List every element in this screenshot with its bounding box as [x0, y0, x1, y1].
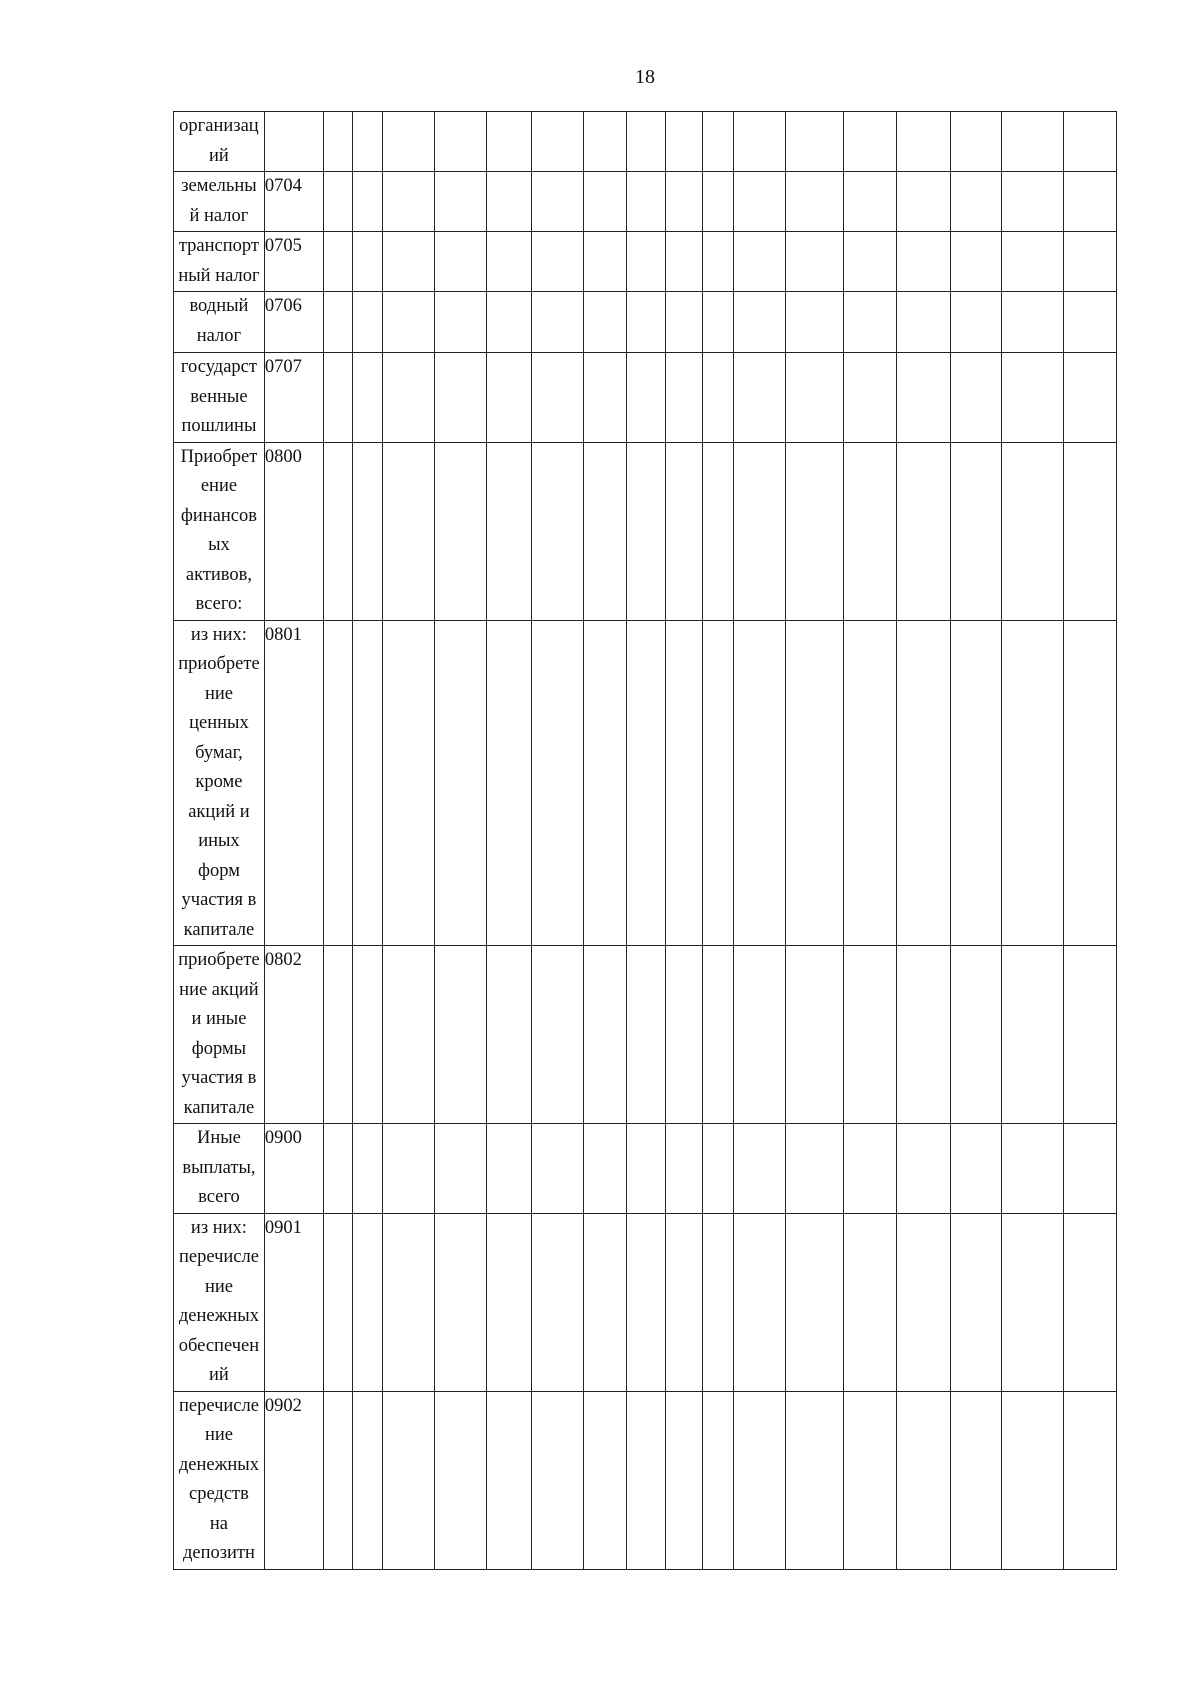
row-label-cell — [174, 1391, 265, 1569]
empty-value-cell — [532, 1391, 584, 1569]
table-row — [174, 442, 1117, 620]
empty-value-cell — [665, 353, 702, 443]
empty-value-cell — [665, 1391, 702, 1569]
empty-value-cell — [950, 442, 1002, 620]
table-row — [174, 353, 1117, 443]
empty-value-cell — [844, 172, 897, 232]
empty-value-cell — [323, 1124, 352, 1214]
empty-value-cell — [950, 353, 1002, 443]
empty-value-cell — [583, 1213, 626, 1391]
empty-value-cell — [733, 112, 786, 172]
row-label-cell — [174, 172, 265, 232]
table-row — [174, 946, 1117, 1124]
empty-value-cell — [486, 1213, 531, 1391]
empty-value-cell — [486, 1124, 531, 1214]
empty-value-cell — [786, 232, 844, 292]
empty-value-cell — [352, 292, 382, 353]
empty-value-cell — [1064, 353, 1117, 443]
empty-value-cell — [352, 620, 382, 946]
empty-value-cell — [786, 946, 844, 1124]
empty-value-cell — [627, 1124, 665, 1214]
empty-value-cell — [435, 1213, 487, 1391]
page-number: 18 — [635, 66, 655, 88]
empty-value-cell — [1064, 1124, 1117, 1214]
empty-value-cell — [1002, 946, 1064, 1124]
empty-value-cell — [1002, 232, 1064, 292]
empty-value-cell — [352, 1391, 382, 1569]
empty-value-cell — [627, 1213, 665, 1391]
empty-value-cell — [950, 1391, 1002, 1569]
empty-value-cell — [896, 1124, 950, 1214]
row-code: 0801 — [264, 620, 323, 946]
row-code: 0706 — [264, 292, 323, 353]
empty-value-cell — [844, 1124, 897, 1214]
empty-value-cell — [702, 172, 733, 232]
empty-value-cell — [532, 232, 584, 292]
empty-value-cell — [323, 232, 352, 292]
empty-value-cell — [435, 1124, 487, 1214]
empty-value-cell — [896, 353, 950, 443]
row-code: 0902 — [264, 1391, 323, 1569]
empty-value-cell — [532, 442, 584, 620]
empty-value-cell — [844, 1391, 897, 1569]
empty-value-cell — [486, 232, 531, 292]
empty-value-cell — [486, 620, 531, 946]
row-code: 0802 — [264, 946, 323, 1124]
empty-value-cell — [950, 620, 1002, 946]
empty-value-cell — [382, 946, 435, 1124]
empty-value-cell — [702, 232, 733, 292]
empty-value-cell — [627, 620, 665, 946]
empty-value-cell — [435, 946, 487, 1124]
empty-value-cell — [486, 442, 531, 620]
empty-value-cell — [1002, 112, 1064, 172]
empty-value-cell — [896, 620, 950, 946]
empty-value-cell — [950, 1213, 1002, 1391]
empty-value-cell — [627, 292, 665, 353]
empty-value-cell — [844, 946, 897, 1124]
empty-value-cell — [702, 1213, 733, 1391]
empty-value-cell — [486, 1391, 531, 1569]
empty-value-cell — [382, 172, 435, 232]
empty-value-cell — [896, 112, 950, 172]
table-row — [174, 1391, 1117, 1569]
empty-value-cell — [1002, 620, 1064, 946]
empty-value-cell — [486, 353, 531, 443]
empty-value-cell — [786, 172, 844, 232]
empty-value-cell — [382, 353, 435, 443]
empty-value-cell — [844, 353, 897, 443]
empty-value-cell — [950, 946, 1002, 1124]
row-label: Иные выплаты, всего — [182, 1128, 256, 1207]
empty-value-cell — [896, 232, 950, 292]
empty-value-cell — [665, 1213, 702, 1391]
empty-value-cell — [1002, 442, 1064, 620]
row-label-cell — [174, 946, 265, 1124]
empty-value-cell — [486, 172, 531, 232]
empty-value-cell — [786, 112, 844, 172]
empty-value-cell — [844, 442, 897, 620]
empty-value-cell — [352, 1124, 382, 1214]
empty-value-cell — [786, 1124, 844, 1214]
empty-value-cell — [702, 1124, 733, 1214]
empty-value-cell — [583, 946, 626, 1124]
empty-value-cell — [486, 292, 531, 353]
empty-value-cell — [1002, 1124, 1064, 1214]
empty-value-cell — [1064, 232, 1117, 292]
row-label: водный налог — [189, 296, 249, 346]
empty-value-cell — [950, 292, 1002, 353]
row-code: 0704 — [264, 172, 323, 232]
empty-value-cell — [844, 620, 897, 946]
empty-value-cell — [352, 1213, 382, 1391]
empty-value-cell — [583, 172, 626, 232]
empty-value-cell — [1002, 1213, 1064, 1391]
empty-value-cell — [382, 112, 435, 172]
empty-value-cell — [896, 1391, 950, 1569]
empty-value-cell — [665, 442, 702, 620]
table-row — [174, 1124, 1117, 1214]
empty-value-cell — [896, 292, 950, 353]
empty-value-cell — [435, 232, 487, 292]
row-label-cell — [174, 1213, 265, 1391]
row-code: 0800 — [264, 442, 323, 620]
empty-value-cell — [1064, 946, 1117, 1124]
empty-value-cell — [665, 172, 702, 232]
empty-value-cell — [1064, 1213, 1117, 1391]
empty-value-cell — [583, 292, 626, 353]
empty-value-cell — [323, 172, 352, 232]
empty-value-cell — [1064, 620, 1117, 946]
empty-value-cell — [323, 1391, 352, 1569]
row-label: из них: перечисле ние денежных обеспечен ий — [178, 1217, 260, 1385]
empty-value-cell — [702, 292, 733, 353]
row-label-cell — [174, 1124, 265, 1214]
empty-value-cell — [665, 232, 702, 292]
empty-value-cell — [323, 292, 352, 353]
row-label-cell — [174, 442, 265, 620]
empty-value-cell — [665, 292, 702, 353]
empty-value-cell — [627, 1391, 665, 1569]
empty-value-cell — [382, 1391, 435, 1569]
row-label-cell — [174, 112, 265, 172]
empty-value-cell — [733, 353, 786, 443]
empty-value-cell — [844, 1213, 897, 1391]
table-row — [174, 172, 1117, 232]
empty-value-cell — [435, 292, 487, 353]
empty-value-cell — [627, 232, 665, 292]
empty-value-cell — [786, 442, 844, 620]
empty-value-cell — [532, 946, 584, 1124]
empty-value-cell — [583, 112, 626, 172]
empty-value-cell — [532, 620, 584, 946]
empty-value-cell — [352, 232, 382, 292]
empty-value-cell — [435, 1391, 487, 1569]
empty-value-cell — [486, 112, 531, 172]
empty-value-cell — [1064, 172, 1117, 232]
empty-value-cell — [665, 620, 702, 946]
table-row — [174, 1213, 1117, 1391]
table-row — [174, 112, 1117, 172]
empty-value-cell — [352, 442, 382, 620]
empty-value-cell — [896, 946, 950, 1124]
empty-value-cell — [786, 353, 844, 443]
empty-value-cell — [532, 1213, 584, 1391]
empty-value-cell — [435, 353, 487, 443]
empty-value-cell — [352, 172, 382, 232]
empty-value-cell — [665, 1124, 702, 1214]
empty-value-cell — [896, 1213, 950, 1391]
empty-value-cell — [844, 292, 897, 353]
empty-value-cell — [627, 946, 665, 1124]
empty-value-cell — [627, 353, 665, 443]
empty-value-cell — [733, 1213, 786, 1391]
row-code: 0707 — [264, 353, 323, 443]
empty-value-cell — [583, 232, 626, 292]
empty-value-cell — [733, 292, 786, 353]
empty-value-cell — [844, 112, 897, 172]
row-label: земельны й налог — [181, 176, 257, 226]
empty-value-cell — [532, 112, 584, 172]
empty-value-cell — [1002, 353, 1064, 443]
row-label: организац ий — [179, 116, 259, 166]
empty-value-cell — [323, 620, 352, 946]
row-label: Приобрет ение финансов ых активов, всего: — [180, 446, 258, 614]
empty-value-cell — [583, 620, 626, 946]
empty-value-cell — [1002, 1391, 1064, 1569]
empty-value-cell — [323, 946, 352, 1124]
empty-value-cell — [1064, 112, 1117, 172]
empty-value-cell — [1064, 292, 1117, 353]
empty-value-cell — [583, 353, 626, 443]
empty-value-cell — [702, 620, 733, 946]
empty-value-cell — [702, 946, 733, 1124]
empty-value-cell — [1002, 292, 1064, 353]
row-label: приобрете ние акций и иные формы участия в капитале — [178, 950, 260, 1118]
table-row — [174, 292, 1117, 353]
empty-value-cell — [733, 442, 786, 620]
row-code: 0705 — [264, 232, 323, 292]
empty-value-cell — [733, 1124, 786, 1214]
empty-value-cell — [733, 946, 786, 1124]
empty-value-cell — [786, 292, 844, 353]
empty-value-cell — [323, 1213, 352, 1391]
empty-value-cell — [435, 620, 487, 946]
empty-value-cell — [786, 1213, 844, 1391]
empty-value-cell — [733, 620, 786, 946]
empty-value-cell — [702, 1391, 733, 1569]
empty-value-cell — [382, 1124, 435, 1214]
row-label: из них: приобрете ние ценных бумаг, кроме акций и иных форм участия в капитале — [178, 624, 260, 940]
table-row — [174, 620, 1117, 946]
empty-value-cell — [950, 232, 1002, 292]
row-label-cell — [174, 232, 265, 292]
row-label-cell — [174, 292, 265, 353]
empty-value-cell — [583, 1124, 626, 1214]
empty-value-cell — [352, 112, 382, 172]
empty-value-cell — [382, 232, 435, 292]
row-label: транспорт ный налог — [178, 236, 260, 286]
empty-value-cell — [665, 112, 702, 172]
empty-value-cell — [702, 353, 733, 443]
empty-value-cell — [844, 232, 897, 292]
empty-value-cell — [627, 442, 665, 620]
empty-value-cell — [950, 112, 1002, 172]
empty-value-cell — [323, 112, 352, 172]
row-label: государст венные пошлины — [180, 357, 257, 436]
empty-value-cell — [896, 172, 950, 232]
empty-value-cell — [323, 353, 352, 443]
empty-value-cell — [786, 1391, 844, 1569]
empty-value-cell — [896, 442, 950, 620]
empty-value-cell — [702, 112, 733, 172]
empty-value-cell — [532, 1124, 584, 1214]
empty-value-cell — [627, 172, 665, 232]
empty-value-cell — [486, 946, 531, 1124]
empty-value-cell — [435, 442, 487, 620]
empty-value-cell — [382, 1213, 435, 1391]
empty-value-cell — [532, 172, 584, 232]
row-label-cell — [174, 620, 265, 946]
empty-value-cell — [583, 1391, 626, 1569]
empty-value-cell — [435, 172, 487, 232]
empty-value-cell — [352, 946, 382, 1124]
empty-value-cell — [733, 172, 786, 232]
empty-value-cell — [382, 620, 435, 946]
empty-value-cell — [532, 353, 584, 443]
row-label-cell — [174, 353, 265, 443]
empty-value-cell — [950, 172, 1002, 232]
empty-value-cell — [665, 946, 702, 1124]
empty-value-cell — [627, 112, 665, 172]
row-code — [264, 112, 323, 172]
row-code: 0901 — [264, 1213, 323, 1391]
empty-value-cell — [382, 442, 435, 620]
empty-value-cell — [702, 442, 733, 620]
empty-value-cell — [1064, 1391, 1117, 1569]
empty-value-cell — [786, 620, 844, 946]
empty-value-cell — [733, 1391, 786, 1569]
empty-value-cell — [1002, 172, 1064, 232]
empty-value-cell — [532, 292, 584, 353]
row-label: перечисле ние денежных средств на депозитн — [178, 1395, 259, 1563]
empty-value-cell — [323, 442, 352, 620]
row-code: 0900 — [264, 1124, 323, 1214]
empty-value-cell — [1064, 442, 1117, 620]
empty-value-cell — [950, 1124, 1002, 1214]
report-table — [173, 111, 1117, 1570]
empty-value-cell — [352, 353, 382, 443]
empty-value-cell — [435, 112, 487, 172]
empty-value-cell — [382, 292, 435, 353]
table-row — [174, 232, 1117, 292]
empty-value-cell — [733, 232, 786, 292]
empty-value-cell — [583, 442, 626, 620]
